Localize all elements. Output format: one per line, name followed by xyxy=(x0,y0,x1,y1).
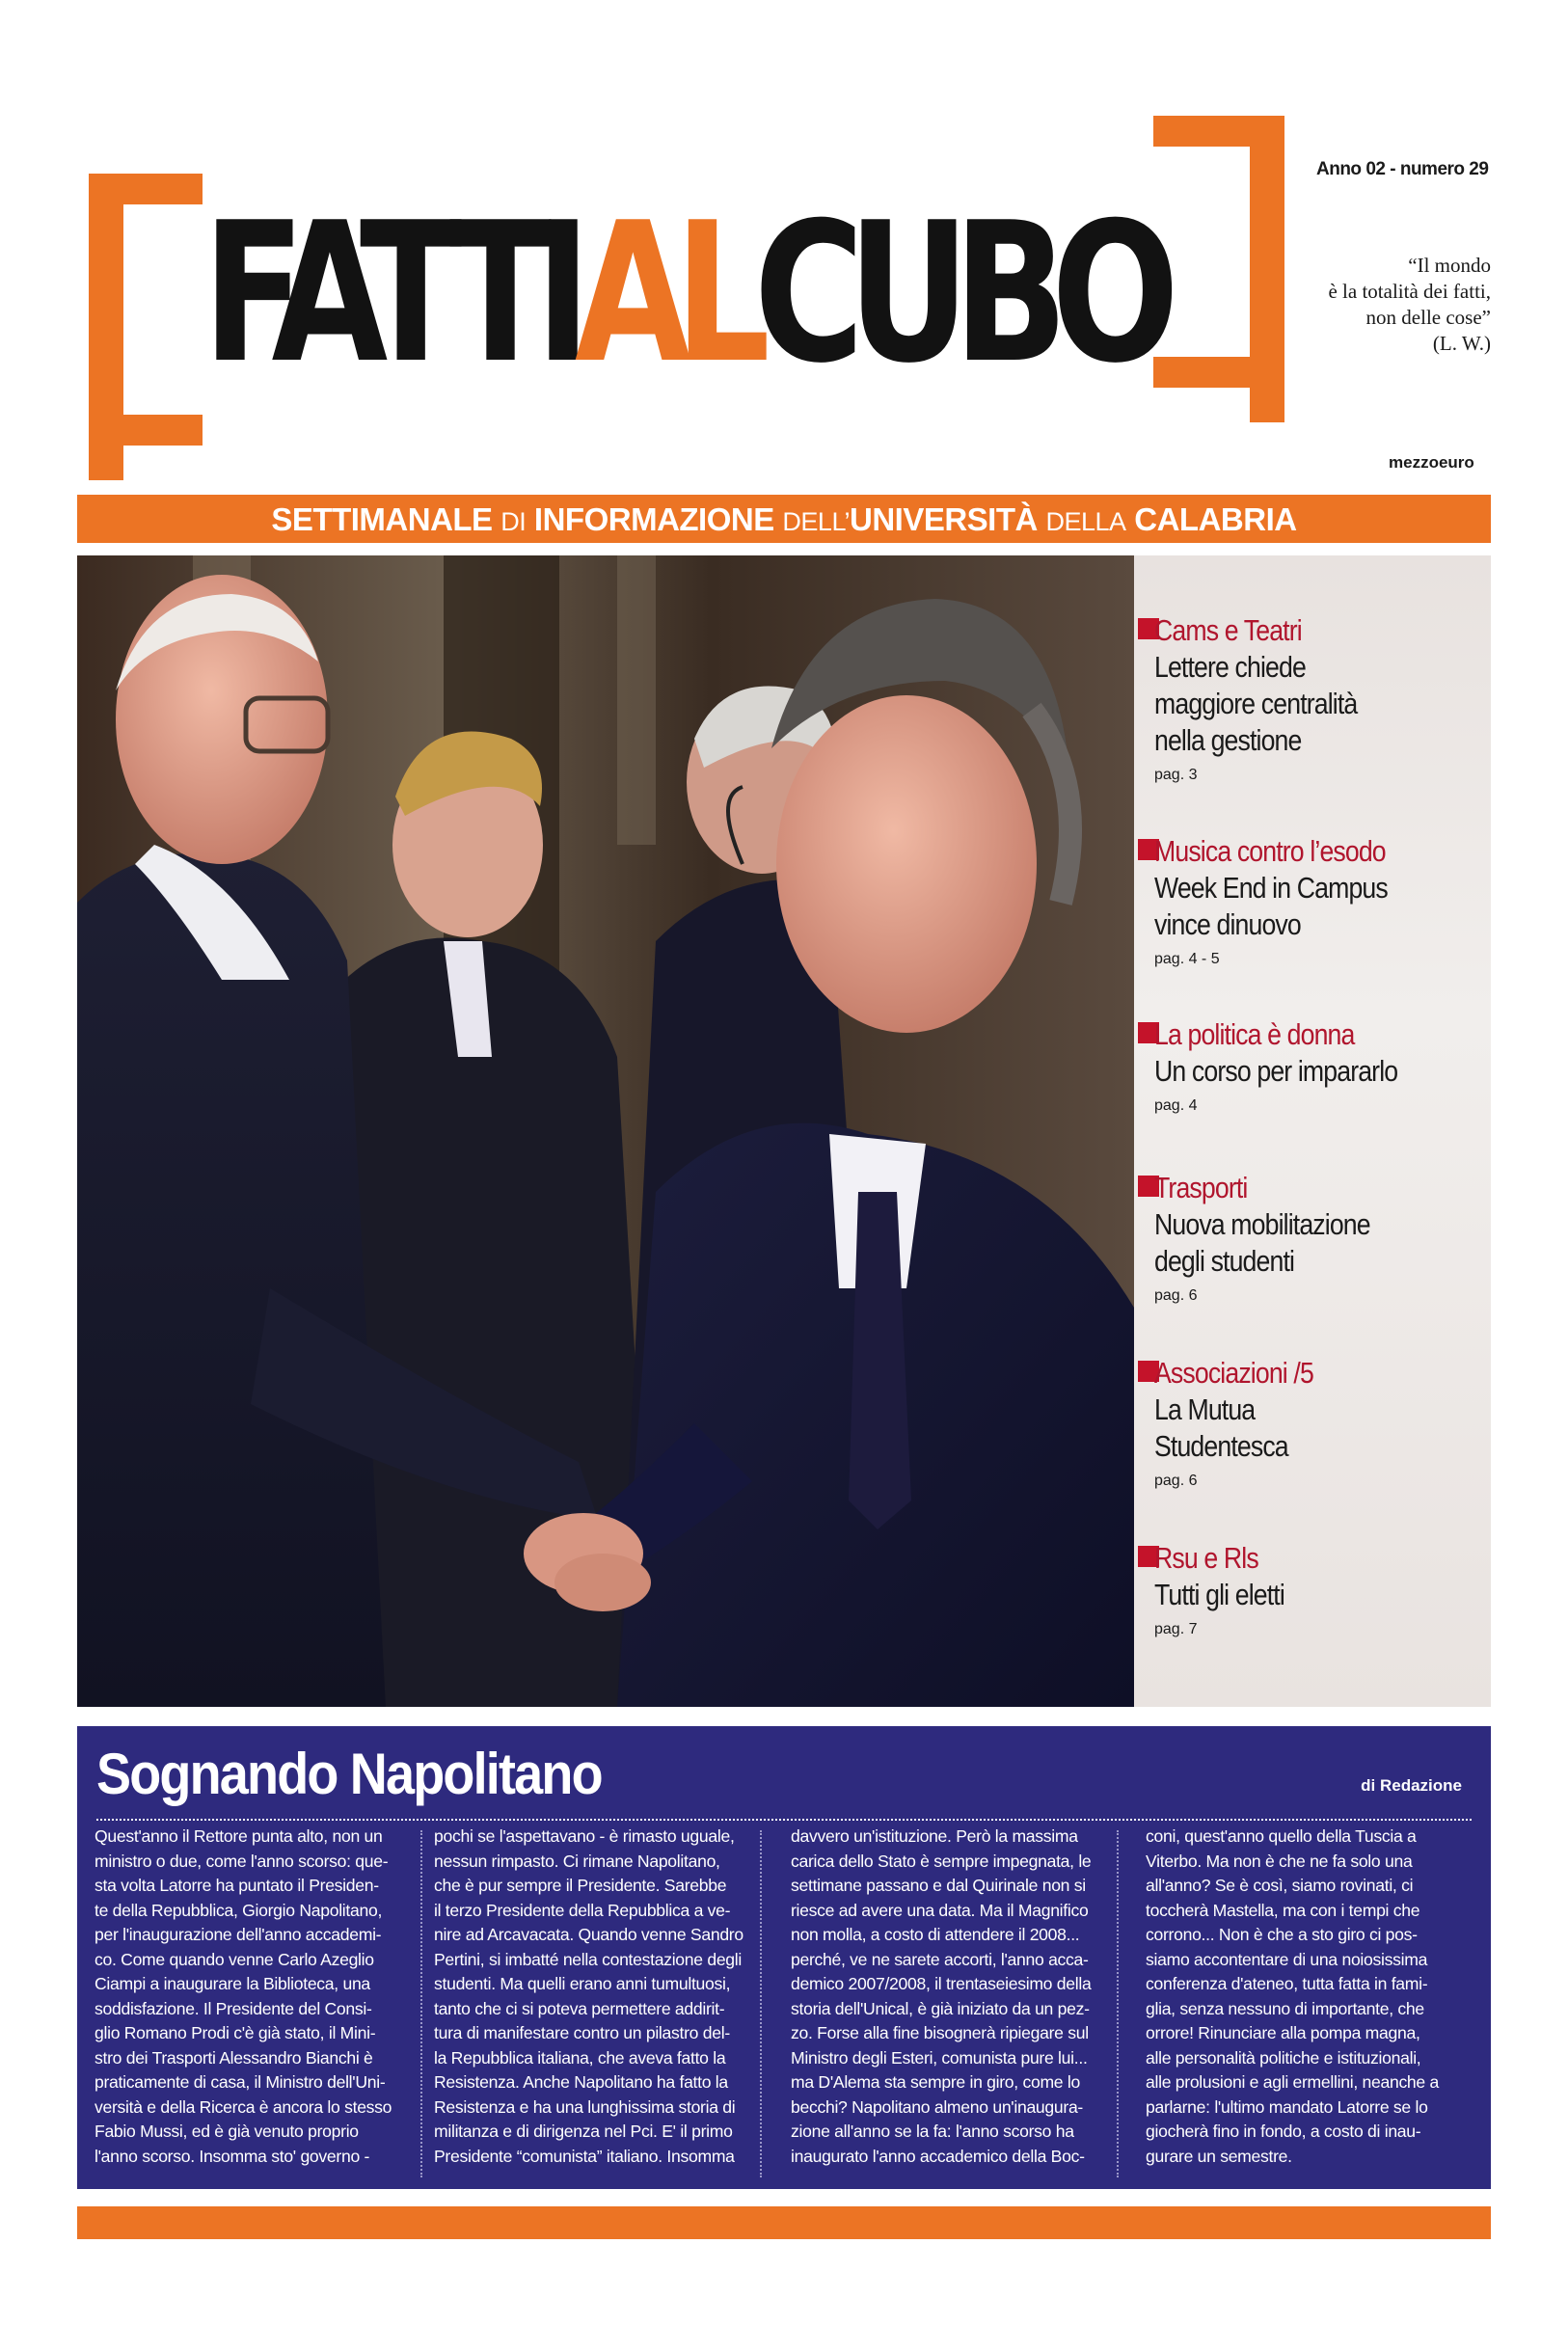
teaser-headline: Un corso per impararlo xyxy=(1154,1054,1398,1088)
article-line: storia dell'Unical, è già iniziato da un pez- xyxy=(791,1998,1090,2018)
article-line: orrore! Rinunciare alla pompa magna, xyxy=(1146,2023,1420,2042)
article-line: zione all'anno se la fa: l'anno scorso ha xyxy=(791,2122,1074,2141)
teaser-headline: Week End in Campus xyxy=(1154,871,1388,905)
issue-number: Anno 02 - numero 29 xyxy=(1316,159,1489,179)
column-divider xyxy=(420,1830,422,2177)
article-line: riesce ad avere una data. Ma il Magnifico xyxy=(791,1900,1089,1920)
article-line: glio Romano Prodi c'è già stato, il Mini- xyxy=(95,2023,376,2042)
tagline-word: INFORMAZIONE xyxy=(533,501,774,537)
column-divider xyxy=(1117,1830,1119,2177)
article-line: zo. Forse alla fine bisognerà ripiegare sul xyxy=(791,2023,1089,2042)
article-line: tanto che ci si poteva permettere addirit- xyxy=(434,1998,725,2018)
teaser-kicker: Associazioni /5 xyxy=(1154,1356,1313,1390)
left-bracket-bottom xyxy=(123,415,203,446)
article-line: carica dello Stato è sempre impegnata, le xyxy=(791,1851,1092,1871)
tagline-word: DELLA xyxy=(1045,507,1126,536)
article-line: sta volta Latorre ha puntato il Presiden- xyxy=(95,1876,379,1895)
teaser-page: pag. 4 - 5 xyxy=(1154,951,1220,967)
footer-bar xyxy=(77,2206,1491,2239)
article-line: corrono... Non è che a sto giro ci pos- xyxy=(1146,1925,1418,1944)
article-line: co. Come quando venne Carlo Azeglio xyxy=(95,1949,374,1969)
article-title: Sognando Napolitano xyxy=(96,1742,602,1806)
masthead-quote xyxy=(1259,253,1491,357)
teaser-headline: Lettere chiede xyxy=(1154,650,1306,684)
article-line: pochi se l'aspettavano - è rimasto uguale, xyxy=(434,1826,735,1846)
teaser-headline: maggiore centralità xyxy=(1154,687,1358,720)
article-line: stro dei Trasporti Alessandro Bianchi è xyxy=(95,2047,373,2068)
article-line: nire ad Arcavacata. Quando venne Sandro xyxy=(434,1925,743,1944)
title-divider xyxy=(96,1819,1472,1821)
teaser-kicker: Rsu e Rls xyxy=(1154,1541,1258,1575)
article-byline: di Redazione xyxy=(1361,1776,1462,1795)
article-line: praticamente di casa, il Ministro dell'Uni- xyxy=(95,2072,386,2092)
quote-attribution: (L. W.) xyxy=(1432,332,1491,355)
article-line: giocherà fino in fondo, a costo di inau- xyxy=(1146,2122,1421,2141)
article-line: demico 2007/2008, il trentaseiesimo della xyxy=(791,1974,1092,1993)
quote-line: “Il mondo xyxy=(1408,254,1491,277)
teaser-headline: La Mutua xyxy=(1154,1392,1256,1426)
teaser-page: pag. 7 xyxy=(1154,1621,1198,1637)
article-line: ministro o due, come l'anno scorso: que- xyxy=(95,1851,389,1871)
article-line: versità e della Ricerca è ancora lo stesso xyxy=(95,2096,392,2117)
teaser-kicker: Trasporti xyxy=(1154,1171,1248,1204)
teaser-headline: Studentesca xyxy=(1154,1429,1288,1463)
newspaper-logo xyxy=(203,181,1163,406)
article-line: conferenza d'ateneo, tutta fatta in fami- xyxy=(1146,1974,1428,1993)
teaser-item[interactable] xyxy=(1138,1540,1485,1638)
article-line: l'anno scorso. Insomma sto' governo - xyxy=(95,2146,370,2166)
article-line: il terzo Presidente della Repubblica a ve- xyxy=(434,1900,731,1920)
right-bracket-bottom xyxy=(1153,357,1250,388)
article-line: Presidente “comunista” italiano. Insomma xyxy=(434,2146,735,2166)
left-bracket-top xyxy=(89,174,203,204)
teaser-kicker: Cams e Teatri xyxy=(1154,613,1302,647)
article-column xyxy=(1146,1825,1459,2169)
article-line: militanza e di dirigenza nel Pci. E' il primo xyxy=(434,2122,733,2141)
quote-line: è la totalità dei fatti, xyxy=(1328,280,1491,303)
article-line: Pertini, si imbatté nella contestazione degli xyxy=(434,1949,743,1969)
teaser-kicker: Musica contro l’esodo xyxy=(1154,834,1386,868)
teaser-kicker: La politica è donna xyxy=(1154,1017,1355,1051)
teaser-headline: Tutti gli eletti xyxy=(1154,1578,1284,1611)
article-line: soddisfazione. Il Presidente del Consi- xyxy=(95,1998,372,2018)
article-line: non molla, a costo di attendere il 2008... xyxy=(791,1925,1080,1944)
article-line: siamo accontentare di una noiosissima xyxy=(1146,1949,1428,1969)
article-line: coni, quest'anno quello della Tuscia a xyxy=(1146,1826,1417,1846)
article-line: becchi? Napolitano almeno un'inaugura- xyxy=(791,2096,1083,2117)
article-line: ma D'Alema sta sempre in giro, come lo xyxy=(791,2072,1080,2092)
article-line: glia, senza nessuno di importante, che xyxy=(1146,1998,1424,2018)
article-column xyxy=(434,1825,747,2169)
tagline-band xyxy=(77,495,1491,543)
article-column xyxy=(791,1825,1104,2169)
article-line: toccherà Mastella, ma con i tempi che xyxy=(1146,1900,1420,1920)
article-line: tura di manifestare contro un pilastro del- xyxy=(434,2023,730,2042)
left-bracket xyxy=(89,174,123,480)
tagline-word: DELL’ xyxy=(782,507,850,536)
teaser-headline: vince dinuovo xyxy=(1154,907,1301,941)
article-line: perché, ve ne sarete accorti, l'anno acca- xyxy=(791,1949,1089,1969)
teaser-item[interactable] xyxy=(1138,1016,1485,1115)
teaser-headline: Nuova mobilitazione xyxy=(1154,1207,1370,1241)
article-line: per l'inaugurazione dell'anno accademi- xyxy=(95,1925,382,1944)
article-line: alle prolusioni e agli ermellini, neanche a xyxy=(1146,2072,1439,2092)
article-line: la Repubblica italiana, che aveva fatto la xyxy=(434,2047,726,2068)
article-line: che è pur sempre il Presidente. Sarebbe xyxy=(434,1876,727,1895)
article-line: davvero un'istituzione. Però la massima xyxy=(791,1826,1078,1846)
article-line: nessun rimpasto. Ci rimane Napolitano, xyxy=(434,1851,720,1871)
teaser-headline: degli studenti xyxy=(1154,1244,1295,1278)
lead-article xyxy=(77,1726,1491,2189)
article-line: Ministro degli Esteri, comunista pure lui... xyxy=(791,2047,1088,2068)
article-line: Resistenza e ha una lunghissima storia di xyxy=(434,2096,736,2117)
handshake-illustration xyxy=(77,555,1134,1707)
tagline-word: UNIVERSITÀ xyxy=(849,501,1038,537)
article-line: parlarne: l'ultimo mandato Latorre se lo xyxy=(1146,2096,1428,2117)
article-line: settimane passano e dal Quirinale non si xyxy=(791,1876,1086,1895)
article-line: te della Repubblica, Giorgio Napolitano, xyxy=(95,1900,383,1920)
article-line: alle personalità politiche e istituzionali, xyxy=(1146,2047,1421,2068)
logo-cubo: CUBO xyxy=(753,181,1163,406)
article-line: Ciampi a inaugurare la Biblioteca, una xyxy=(95,1974,370,1993)
article-line: Resistenza. Anche Napolitano ha fatto la xyxy=(434,2072,728,2092)
article-column xyxy=(95,1825,408,2169)
teaser-page: pag. 3 xyxy=(1154,767,1198,783)
article-line: studenti. Ma quelli erano anni tumultuosi, xyxy=(434,1974,731,1993)
tagline-word: CALABRIA xyxy=(1134,501,1297,537)
teaser-headline: nella gestione xyxy=(1154,723,1302,757)
teaser-page: pag. 6 xyxy=(1154,1473,1198,1489)
logo-al: AL xyxy=(574,181,754,406)
article-line: Fabio Mussi, ed è già venuto proprio xyxy=(95,2122,359,2141)
article-line: all'anno? Se è così, siamo rovinati, ci xyxy=(1146,1876,1414,1895)
tagline-word: SETTIMANALE xyxy=(271,501,493,537)
teaser-page: pag. 4 xyxy=(1154,1097,1198,1114)
column-divider xyxy=(760,1830,762,2177)
cover-photo xyxy=(77,555,1134,1707)
teaser-item[interactable] xyxy=(1138,1170,1485,1305)
right-bracket-top xyxy=(1153,116,1284,147)
teaser-item[interactable] xyxy=(1138,612,1485,784)
price-label: mezzoeuro xyxy=(1389,453,1474,472)
teaser-item[interactable] xyxy=(1138,1355,1485,1490)
article-line: Quest'anno il Rettore punta alto, non un xyxy=(95,1826,383,1846)
tagline-word: DI xyxy=(500,507,527,536)
article-line: gurare un semestre. xyxy=(1146,2146,1292,2166)
article-line: inaugurato l'anno accademico della Boc- xyxy=(791,2146,1085,2166)
logo-fatti: FATTI xyxy=(203,181,575,406)
teaser-item[interactable] xyxy=(1138,833,1485,968)
quote-line: non delle cose” xyxy=(1365,306,1491,329)
teaser-page: pag. 6 xyxy=(1154,1287,1198,1304)
article-line: Viterbo. Ma non è che ne fa solo una xyxy=(1146,1851,1413,1871)
